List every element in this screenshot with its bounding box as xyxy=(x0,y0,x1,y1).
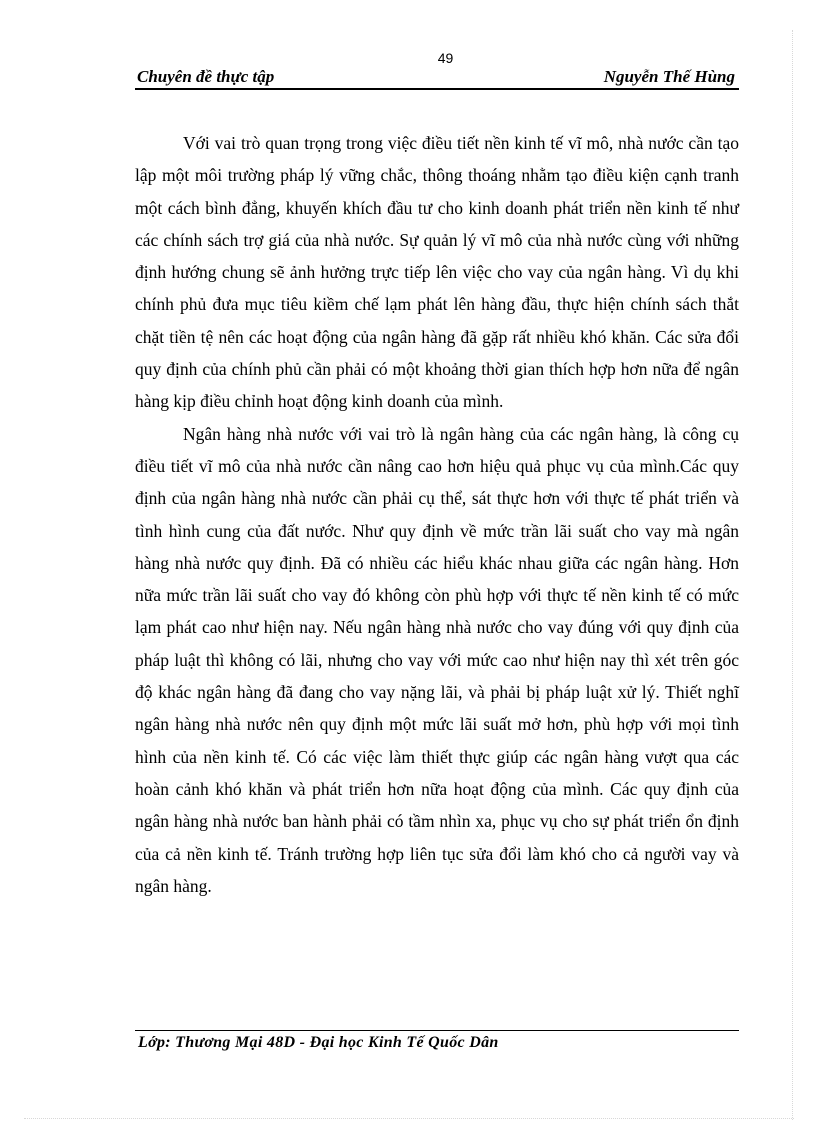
paragraph: Với vai trò quan trọng trong việc điều tiết nền kinh tế vĩ mô, nhà nước cần tạo lập một môi trường pháp lý vững chắc, thông thoáng nhằm tạo điều kiện cạnh tranh một cách bình đẳng, khuyến khích đầu tư cho kinh doanh phát triển nền kinh tế như các chính sách trợ giá của nhà nước. Sự quản lý vĩ mô của nhà nước cùng với những định hướng chung sẽ ảnh hưởng trực tiếp lên việc cho vay của ngân hàng. Vì dụ khi chính phủ đưa mục tiêu kiềm chế lạm phát lên hàng đầu, thực hiện chính sách thắt chặt tiền tệ nên các hoạt động của ngân hàng đã gặp rất nhiều khó khăn. Các sửa đổi quy định của chính phủ cần phải có một khoảng thời gian thích hợp hơn nữa để ngân hàng kịp điều chỉnh hoạt động kinh doanh của mình. xyxy=(135,133,739,412)
page-edge-bottom xyxy=(24,1118,794,1119)
header-author: Nguyễn Thế Hùng xyxy=(603,67,735,86)
paragraph: Ngân hàng nhà nước với vai trò là ngân hàng của các ngân hàng, là công cụ điều tiết vĩ mô của nhà nước cần nâng cao hơn hiệu quả phục vụ của mình.Các quy định của ngân hàng nhà nước cần phải cụ thể, sát thực hơn với thực tế phát triển và tình hình cung của đất nước. Như quy định về mức trần lãi suất cho vay mà ngân hàng nhà nước quy định. Đã có nhiều các hiểu khác nhau giữa các ngân hàng. Hơn nữa mức trần lãi suất cho vay đó không còn phù hợp với thực tế nền kinh tế có mức lạm phát cao như hiện nay. Nếu ngân hàng nhà nước cho vay đúng với quy định của pháp luật thì không có lãi, nhưng cho vay với mức cao như hiện nay thì xét trên góc độ khác ngân hàng đã đang cho vay nặng lãi, và phải bị pháp luật xử lý. Thiết nghĩ ngân hàng nhà nước nên quy định một mức lãi suất mở hơn, phù hợp với mọi tình hình của nền kinh tế. Có các việc làm thiết thực giúp các ngân hàng vượt qua các hoàn cảnh khó khăn và phát triển hơn nữa hoạt động của mình. Các quy định của ngân hàng nhà nước ban hành phải có tầm nhìn xa, phục vụ cho sự phát triển ổn định của cả nền kinh tế. Tránh trường hợp liên tục sửa đổi làm khó cho cả người vay và ngân hàng. xyxy=(135,423,739,896)
document-body xyxy=(135,127,739,902)
page-number: 49 xyxy=(437,50,454,66)
footer-divider xyxy=(135,1030,739,1031)
page-footer: Lớp: Thương Mại 48D - Đại học Kinh Tế Quốc Dân xyxy=(138,1034,499,1051)
header-document-type: Chuyên đề thực tập xyxy=(137,67,275,86)
page-header xyxy=(135,66,739,90)
page-edge-right xyxy=(792,30,793,1120)
